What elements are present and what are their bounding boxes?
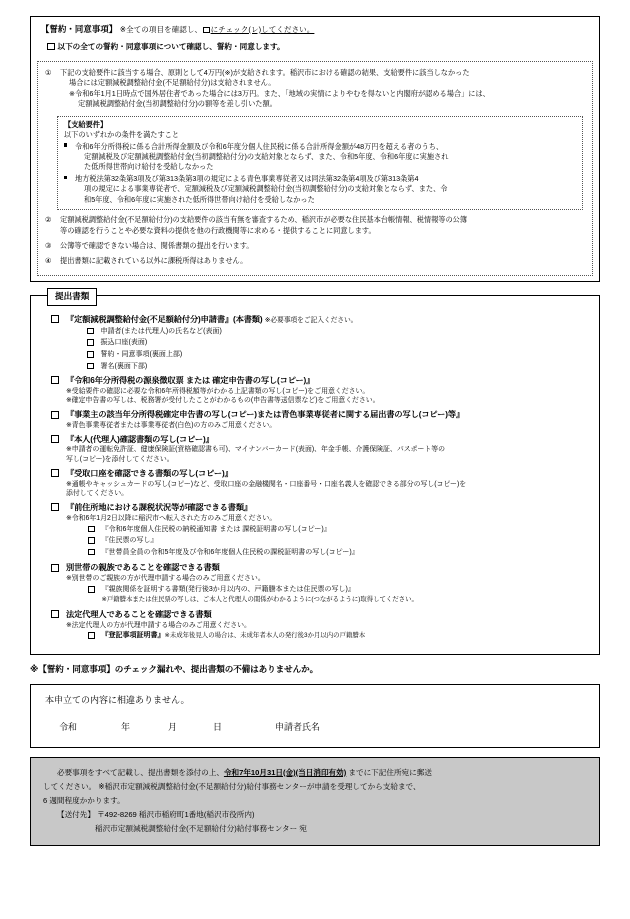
checkbox-subitem[interactable] bbox=[88, 632, 95, 639]
document-note: ※法定代理人の方が代理申請する場合のみご用意ください。 bbox=[66, 621, 251, 629]
pledge-item-number: ① bbox=[45, 67, 52, 77]
document-subitem-label: 署名(裏面下部) bbox=[100, 362, 148, 370]
requirements-bullet-line: 定額減税及び定額減税調整給付金(当初調整給付分)の支給対象とならず、また、令和5年度、令和6年度に実施され bbox=[84, 151, 449, 161]
document-subitem-note: ※戸籍謄本または住民票の写しは、ご本人と代理人の関係がわかるように(つながるように)取得してください。 bbox=[101, 596, 418, 604]
pledge-item-body bbox=[60, 68, 585, 110]
document-sublist bbox=[66, 630, 593, 641]
pledge-heading-note-pre: ※全ての項目を確認し、 bbox=[119, 25, 203, 34]
requirements-bullet bbox=[64, 141, 577, 173]
pledge-item bbox=[43, 66, 587, 113]
document-subitem[interactable] bbox=[87, 362, 593, 372]
document-body bbox=[66, 562, 593, 605]
document-body bbox=[66, 434, 593, 465]
checkbox-subitem[interactable] bbox=[87, 328, 94, 335]
checkbox-subitem[interactable] bbox=[87, 339, 94, 346]
document-subitem[interactable] bbox=[87, 350, 593, 360]
mailing-instructions-box bbox=[30, 757, 600, 846]
declaration-text: 本申立ての内容に相違ありません。 bbox=[45, 694, 190, 705]
document-sublist bbox=[66, 524, 593, 558]
mailing-address-label: 【送付先】 bbox=[57, 809, 95, 819]
document-page bbox=[0, 16, 630, 919]
document-subitem[interactable] bbox=[87, 338, 593, 348]
pledge-item-number: ③ bbox=[45, 241, 52, 250]
document-subitem-label: 『令和6年度個人住民税の納税通知書 または 課税証明書の写し(コピー)』 bbox=[101, 525, 331, 533]
square-bullet-icon bbox=[64, 174, 71, 205]
document-note: ※青色事業専従者または事業専従者(白色)の方のみご用意ください。 bbox=[66, 421, 277, 429]
pledge-item-line: ※令和6年1月1日時点で国外居住者であった場合には3万円。また、「地域の実情によりやむを得ないと内閣府が認める場合」には、 bbox=[69, 88, 490, 98]
document-title: 法定代理人であることを確認できる書類 bbox=[66, 609, 212, 619]
requirements-bullet-line: 令和6年分所得税に係る合計所得金額及び令和6年度分個人住民税に係る合計所得金額が48万円を超える者のうち、 bbox=[75, 141, 444, 151]
pledge-consent-section bbox=[30, 16, 600, 282]
pledge-item-line: 下記の支給要件に該当する場合、原則として4万円(※)が支給されます。稲沢市における確認の結果、支給要件に該当しなかった bbox=[60, 67, 470, 77]
document-item bbox=[51, 375, 593, 406]
document-note: ※別世帯のご親族の方が代理申請する場合のみご用意ください。 bbox=[66, 575, 265, 583]
document-item bbox=[51, 314, 593, 372]
pledge-item-line: 公簿等で確認できない場合は、関係書類の提出を行います。 bbox=[60, 241, 254, 250]
document-body bbox=[66, 468, 593, 499]
document-note: ※確定申告書の写しは、税務署が受付したことがわかるもの(申告書等送信票など)をご用意ください。 bbox=[66, 397, 380, 405]
document-title: 『令和6年分所得税の源泉徴収票 または 確定申告書の写し(コピー)』 bbox=[66, 375, 315, 385]
mailing-deadline: 令和7年10月31日(金)(当日消印有効) bbox=[223, 767, 347, 777]
checkbox-document[interactable] bbox=[51, 435, 59, 443]
document-item bbox=[51, 409, 593, 431]
document-row[interactable] bbox=[51, 375, 593, 406]
document-subitem-label: 『親族関係を証明する書類(発行後3か月以内の、戸籍謄本または住民票の写し)』 bbox=[101, 586, 355, 593]
document-title: 『本人(代理人)確認書類の写し(コピー)』 bbox=[66, 434, 214, 444]
document-body bbox=[66, 502, 593, 559]
document-title: 『受取口座を確認できる書類の写し(コピー)』 bbox=[66, 468, 233, 478]
checkbox-document[interactable] bbox=[51, 411, 59, 419]
pledge-heading bbox=[31, 17, 599, 37]
document-sublist bbox=[51, 326, 593, 372]
document-body bbox=[66, 375, 593, 406]
pledge-heading-note-post: にチェック(レ)してください。 bbox=[210, 25, 315, 34]
mailing-line-2: してください。 ※稲沢市定額減税調整給付金(不足額給付分)給付事務センターが申請を受理してから支給まで、 bbox=[43, 781, 421, 791]
document-subitem-title: 『登記事項証明書』 bbox=[101, 632, 165, 640]
document-item bbox=[51, 468, 593, 499]
document-subitem-note: ※未成年後見人の場合は、未成年者本人の発行後3か月以内の戸籍謄本 bbox=[164, 632, 366, 640]
document-subitem-label: 『世帯員全員の令和5年度及び令和6年度個人住民税の課税証明書の写し(コピー)』 bbox=[101, 548, 359, 556]
document-note: ※受給要件の確認に必要な令和6年所得税額等がわかる上記書類の写し(コピー)をご用意ください。 bbox=[66, 387, 370, 395]
document-item bbox=[51, 609, 593, 643]
mailing-line-1 bbox=[43, 766, 587, 780]
document-title: 別世帯の親族であることを確認できる書類 bbox=[66, 563, 220, 573]
document-row[interactable] bbox=[51, 314, 593, 326]
checkbox-document[interactable] bbox=[51, 564, 59, 572]
declaration-applicant-name-label: 申請者氏名 bbox=[275, 721, 321, 732]
checklist-warning: ※【誓約・同意事項】のチェック漏れや、提出書類の不備はありませんか。 bbox=[30, 664, 319, 675]
declaration-year-label: 年 bbox=[121, 721, 131, 732]
pledge-item-body bbox=[60, 215, 585, 236]
pledge-heading-title: 【誓約・同意事項】 bbox=[41, 24, 118, 34]
checkbox-subitem[interactable] bbox=[88, 537, 95, 544]
document-item bbox=[51, 502, 593, 559]
checkbox-document[interactable] bbox=[51, 469, 59, 477]
document-row[interactable] bbox=[51, 468, 593, 499]
mailing-line1-b: までに下記住所宛に郵送 bbox=[346, 767, 432, 777]
document-title: 『事業主の該当年分所得税確定申告書の写し(コピー)または青色事業専従者に関する届出書の写し(コピー)等』 bbox=[66, 410, 465, 420]
pledge-item-body bbox=[60, 241, 585, 251]
pledge-item bbox=[43, 254, 587, 269]
document-row[interactable] bbox=[51, 409, 593, 431]
checkbox-subitem[interactable] bbox=[87, 363, 94, 370]
requirements-bullet-body bbox=[75, 142, 577, 173]
document-subitem-label bbox=[102, 631, 366, 641]
document-note: 写し(コピー)を添付してください。 bbox=[66, 456, 174, 464]
document-row[interactable] bbox=[51, 502, 593, 559]
document-note: ※申請者の運転免許証、健康保険証(資格確認書も可)、マイナンバーカード(表面)、年金手帳、介護保険証、パスポート等の bbox=[66, 446, 446, 454]
checkbox-subitem[interactable] bbox=[87, 351, 94, 358]
requirements-bullet-line: 和5年度、令和6年度に実施された低所得世帯向け給付を受給しなかった bbox=[84, 194, 315, 204]
document-subitem[interactable] bbox=[88, 536, 593, 546]
declaration-day-label: 日 bbox=[213, 721, 223, 732]
document-subitem[interactable] bbox=[88, 585, 593, 604]
requirements-bullet-body bbox=[75, 174, 577, 205]
checkbox-document[interactable] bbox=[51, 610, 59, 618]
submission-documents-section bbox=[30, 291, 600, 655]
pledge-item-line: 提出書類に記載されている以外に課税所得はありません。 bbox=[60, 256, 248, 266]
mailing-address-text: 〒492-8269 稲沢市稲府町1番地(稲沢市役所内) bbox=[97, 809, 255, 819]
document-subitem-label: 『住民票の写し』 bbox=[101, 537, 158, 545]
pledge-heading-note bbox=[120, 25, 315, 34]
document-note: ※通帳やキャッシュカードの写し(コピー)など、受取口座の金融機関名・口座番号・口座名義人を確認できる部分の写し(コピー)を bbox=[66, 480, 467, 488]
checkbox-document[interactable] bbox=[51, 315, 59, 323]
checkbox-subitem[interactable] bbox=[88, 549, 95, 556]
document-subitem[interactable] bbox=[88, 525, 593, 535]
document-title bbox=[66, 314, 357, 326]
requirements-bullet bbox=[64, 173, 577, 205]
document-item bbox=[51, 562, 593, 605]
declaration-era-label: 令和 bbox=[59, 721, 78, 732]
pledge-item-line: 定額減税調整給付金(当初調整給付分)の額等を差し引いた額。 bbox=[78, 99, 277, 109]
pledge-item-number: ② bbox=[45, 215, 52, 225]
declaration-month-label: 月 bbox=[168, 721, 178, 732]
checkbox-document[interactable] bbox=[51, 376, 59, 384]
document-subitem-label: 申請者(または代理人)の氏名など(表面) bbox=[100, 327, 222, 335]
square-bullet-icon bbox=[64, 142, 71, 173]
mailing-line1-a: 必要事項をすべて記載し、提出書類を添付の上、 bbox=[57, 767, 224, 777]
document-subitem-body bbox=[102, 585, 594, 604]
payment-requirements-box bbox=[57, 116, 583, 211]
requirements-title: 【支給要件】 bbox=[64, 119, 108, 129]
document-item bbox=[51, 434, 593, 465]
declaration-box bbox=[30, 684, 600, 748]
document-body bbox=[66, 409, 593, 431]
mailing-line-3: 6 週間程度かかります。 bbox=[43, 795, 125, 805]
requirements-subtitle: 以下のいずれかの条件を満たすこと bbox=[64, 130, 180, 140]
document-subitem[interactable] bbox=[87, 327, 593, 337]
document-subitem-label: 誓約・同意事項(裏面上部) bbox=[100, 351, 183, 359]
document-title-text: 『定額減税調整給付金(不足額給付分)申請書』(本書類) bbox=[66, 314, 263, 324]
document-note: 添付してください。 bbox=[66, 490, 129, 498]
checkbox-agree-all[interactable] bbox=[47, 43, 55, 51]
requirements-bullet-line: 項の規定による事業専従者で、定額減税及び定額減税調整給付金(当初調整給付分)の支給対象とならず、また、令 bbox=[84, 184, 448, 194]
document-body bbox=[66, 609, 593, 643]
pledge-item bbox=[43, 213, 587, 239]
pledge-item-line: 場合には定額減税調整給付金(不足額給付分)は支給されません。 bbox=[69, 78, 276, 88]
checkbox-icon bbox=[203, 27, 210, 34]
checkbox-subitem[interactable] bbox=[88, 586, 95, 593]
document-row[interactable] bbox=[51, 562, 593, 605]
declaration-fields bbox=[45, 707, 599, 734]
pledge-item-line: 等の確認を行うことや必要な資料の提供を他の行政機関等に求める・提供することに同意します。 bbox=[60, 225, 376, 235]
mailing-address-line-2: 稲沢市定額減税調整給付金(不足額給付分)給付事務センター 宛 bbox=[95, 823, 307, 833]
requirements-bullet-line: 地方税法第32条第3項及び第313条第3項の規定による青色事業専従者又は同法第32条第4項及び第313条第4 bbox=[75, 173, 419, 183]
mailing-address-line-1 bbox=[43, 808, 587, 822]
pledge-agree-row[interactable] bbox=[31, 37, 599, 57]
pledge-item-line: 定額減税調整給付金(不足額給付分)の支給要件の該当有無を審査するため、稲沢市が必要な住民基本台帳情報、税情報等の公簿 bbox=[60, 215, 468, 225]
pledge-items-box bbox=[37, 61, 593, 276]
pledge-item-body bbox=[60, 256, 585, 266]
pledge-agree-label: 以下の全ての誓約・同意事項について確認し、誓約・同意します。 bbox=[57, 41, 285, 51]
document-subitem[interactable] bbox=[88, 631, 593, 641]
document-title-note: ※必要事項をご記入ください。 bbox=[264, 316, 358, 324]
document-subitem-label: 振込口座(表面) bbox=[100, 339, 148, 347]
pledge-item-number: ④ bbox=[45, 256, 52, 266]
document-title: 『前住所地における課税状況等が確認できる書類』 bbox=[66, 502, 253, 512]
document-sublist bbox=[66, 584, 593, 604]
document-row[interactable] bbox=[51, 609, 593, 643]
checkbox-document[interactable] bbox=[51, 503, 59, 511]
document-row[interactable] bbox=[51, 434, 593, 465]
document-note: ※令和6年1月2日以降に稲沢市へ転入された方のみご用意ください。 bbox=[66, 514, 277, 522]
document-subitem[interactable] bbox=[88, 548, 593, 558]
documents-list bbox=[31, 305, 599, 643]
pledge-item bbox=[43, 239, 587, 254]
documents-tab-label: 提出書類 bbox=[47, 288, 97, 306]
requirements-bullet-line: た低所得世帯向け給付を受給しなかった bbox=[84, 162, 214, 172]
checkbox-subitem[interactable] bbox=[88, 526, 95, 533]
